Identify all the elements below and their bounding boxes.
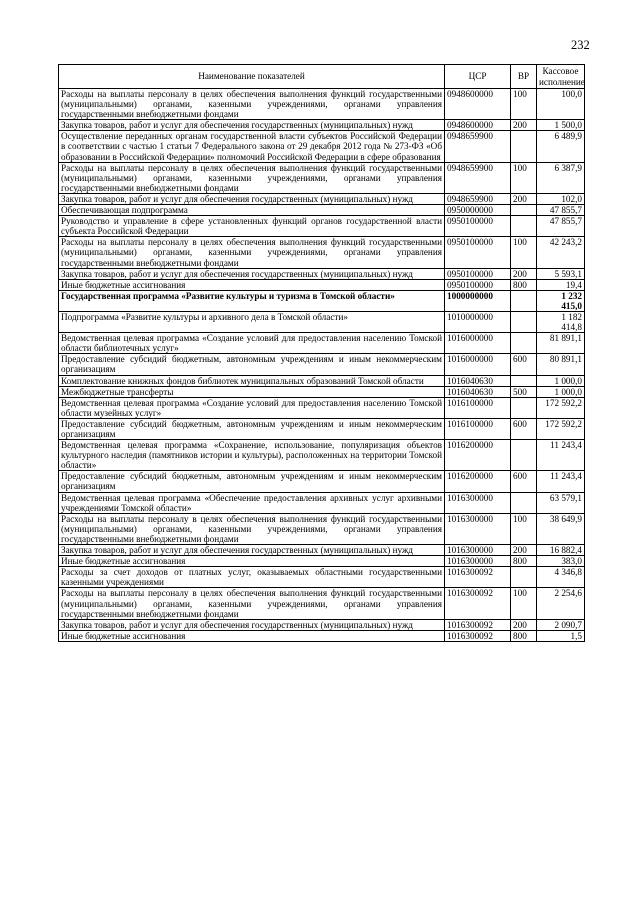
row-name-cell: Обеспечивающая подпрограмма	[59, 205, 445, 216]
row-amount-cell: 19,4	[537, 279, 585, 290]
row-vr-cell	[511, 131, 537, 162]
row-csr-cell: 1016300000	[445, 513, 511, 544]
header-vr: ВР	[511, 65, 537, 89]
row-vr-cell	[511, 397, 537, 418]
row-amount-cell: 38 649,9	[537, 513, 585, 544]
table-row	[59, 279, 585, 290]
table-row	[59, 131, 585, 162]
row-csr-cell: 1016040630	[445, 375, 511, 386]
row-name-cell: Комплектование книжных фондов библиотек муниципальных образований Томской области	[59, 375, 445, 386]
row-vr-cell: 100	[511, 89, 537, 120]
row-csr-cell: 1016200000	[445, 471, 511, 492]
row-name-cell: Закупка товаров, работ и услуг для обеспечения государственных (муниципальных) нужд	[59, 193, 445, 204]
row-csr-cell: 0950100000	[445, 268, 511, 279]
row-name-cell: Иные бюджетные ассигнования	[59, 556, 445, 567]
row-amount-cell: 2 254,6	[537, 588, 585, 619]
table-body	[59, 89, 585, 642]
row-csr-cell: 0948659900	[445, 131, 511, 162]
row-vr-cell: 100	[511, 237, 537, 268]
row-vr-cell	[511, 440, 537, 471]
row-csr-cell: 0948659900	[445, 193, 511, 204]
row-name-cell: Иные бюджетные ассигнования	[59, 630, 445, 641]
row-vr-cell: 800	[511, 556, 537, 567]
row-amount-cell: 1 500,0	[537, 120, 585, 131]
row-amount-cell: 42 243,2	[537, 237, 585, 268]
row-amount-cell: 6 387,9	[537, 162, 585, 193]
header-name: Наименование показателей	[59, 65, 445, 89]
row-csr-cell: 0948600000	[445, 120, 511, 131]
row-csr-cell: 1010000000	[445, 311, 511, 332]
row-vr-cell	[511, 205, 537, 216]
table-row	[59, 268, 585, 279]
row-vr-cell: 200	[511, 120, 537, 131]
row-vr-cell: 200	[511, 268, 537, 279]
row-name-cell: Ведомственная целевая программа «Создание условий для предоставления населению Томской области музейных услуг»	[59, 397, 445, 418]
row-vr-cell	[511, 290, 537, 311]
row-csr-cell: 1016040630	[445, 386, 511, 397]
row-vr-cell	[511, 375, 537, 386]
row-vr-cell: 200	[511, 193, 537, 204]
row-vr-cell: 600	[511, 471, 537, 492]
row-name-cell: Подпрограмма «Развитие культуры и архивного дела в Томской области»	[59, 311, 445, 332]
row-name-cell: Предоставление субсидий бюджетным, автономным учреждениям и иным некоммерческим организациям	[59, 471, 445, 492]
row-amount-cell: 1 000,0	[537, 386, 585, 397]
table-row	[59, 216, 585, 237]
table-row	[59, 120, 585, 131]
row-amount-cell: 1,5	[537, 630, 585, 641]
table-row	[59, 162, 585, 193]
row-vr-cell	[511, 333, 537, 354]
row-csr-cell: 1016000000	[445, 333, 511, 354]
row-vr-cell: 100	[511, 162, 537, 193]
row-name-cell: Закупка товаров, работ и услуг для обеспечения государственных (муниципальных) нужд	[59, 268, 445, 279]
row-amount-cell: 4 346,8	[537, 567, 585, 588]
row-name-cell: Закупка товаров, работ и услуг для обеспечения государственных (муниципальных) нужд	[59, 619, 445, 630]
row-name-cell: Закупка товаров, работ и услуг для обеспечения государственных (муниципальных) нужд	[59, 545, 445, 556]
row-vr-cell: 200	[511, 545, 537, 556]
row-name-cell: Расходы на выплаты персоналу в целях обеспечения выполнения функций государственными (муниципальными) органами, казенными учреждениями, органами управления государственными внебюджетными фондами	[59, 237, 445, 268]
row-amount-cell: 1 182 414,8	[537, 311, 585, 332]
row-vr-cell	[511, 492, 537, 513]
row-name-cell: Ведомственная целевая программа «Сохранение, использование, популяризация объектов культурного наследия (памятников истории и культуры), расположенных на территории Томской области»	[59, 440, 445, 471]
row-csr-cell: 1016100000	[445, 397, 511, 418]
row-vr-cell: 100	[511, 588, 537, 619]
row-csr-cell: 1016100000	[445, 418, 511, 439]
row-amount-cell: 172 592,2	[537, 418, 585, 439]
row-name-cell: Расходы на выплаты персоналу в целях обеспечения выполнения функций государственными (муниципальными) органами, казенными учреждениями, органами управления государственными внебюджетными фондами	[59, 588, 445, 619]
budget-table	[58, 64, 585, 642]
row-csr-cell: 1000000000	[445, 290, 511, 311]
row-csr-cell: 1016300000	[445, 492, 511, 513]
row-csr-cell: 0948659900	[445, 162, 511, 193]
row-name-cell: Расходы на выплаты персоналу в целях обеспечения выполнения функций государственными (муниципальными) органами, казенными учреждениями, органами управления государственными внебюджетными фондами	[59, 162, 445, 193]
row-vr-cell	[511, 216, 537, 237]
table-row	[59, 311, 585, 332]
row-csr-cell: 1016200000	[445, 440, 511, 471]
row-csr-cell: 0948600000	[445, 89, 511, 120]
row-csr-cell: 1016300000	[445, 545, 511, 556]
row-vr-cell: 500	[511, 386, 537, 397]
table-row	[59, 205, 585, 216]
row-amount-cell: 11 243,4	[537, 440, 585, 471]
table-row	[59, 588, 585, 619]
row-vr-cell: 600	[511, 354, 537, 375]
row-amount-cell: 47 855,7	[537, 205, 585, 216]
row-amount-cell: 63 579,1	[537, 492, 585, 513]
row-amount-cell: 102,0	[537, 193, 585, 204]
table-row	[59, 237, 585, 268]
table-row	[59, 619, 585, 630]
table-row	[59, 545, 585, 556]
table-row	[59, 333, 585, 354]
row-name-cell: Межбюджетные трансферты	[59, 386, 445, 397]
row-csr-cell: 0950000000	[445, 205, 511, 216]
row-name-cell: Закупка товаров, работ и услуг для обеспечения государственных (муниципальных) нужд	[59, 120, 445, 131]
row-name-cell: Ведомственная целевая программа «Обеспечение предоставления архивных услуг архивными учреждениями Томской области»	[59, 492, 445, 513]
row-vr-cell	[511, 567, 537, 588]
row-vr-cell: 100	[511, 513, 537, 544]
table-row	[59, 290, 585, 311]
table-row	[59, 492, 585, 513]
row-name-cell: Расходы на выплаты персоналу в целях обеспечения выполнения функций государственными (муниципальными) органами, казенными учреждениями, органами управления государственными внебюджетными фондами	[59, 89, 445, 120]
row-amount-cell: 6 489,9	[537, 131, 585, 162]
row-amount-cell: 2 090,7	[537, 619, 585, 630]
table-row	[59, 418, 585, 439]
row-vr-cell	[511, 311, 537, 332]
row-vr-cell: 800	[511, 630, 537, 641]
row-name-cell: Ведомственная целевая программа «Создание условий для предоставления населению Томской области библиотечных услуг»	[59, 333, 445, 354]
row-amount-cell: 5 593,1	[537, 268, 585, 279]
table-row	[59, 630, 585, 641]
row-csr-cell: 1016300092	[445, 619, 511, 630]
table-row	[59, 354, 585, 375]
table-row	[59, 440, 585, 471]
header-amount: Кассовое исполнение	[537, 65, 585, 89]
row-name-cell: Предоставление субсидий бюджетным, автономным учреждениям и иным некоммерческим организациям	[59, 354, 445, 375]
table-row	[59, 513, 585, 544]
table-header-row	[59, 65, 585, 89]
row-csr-cell: 0950100000	[445, 237, 511, 268]
row-name-cell: Руководство и управление в сфере установленных функций органов государственной власти субъекта Российской Федерации	[59, 216, 445, 237]
row-amount-cell: 1 232 415,0	[537, 290, 585, 311]
row-amount-cell: 383,0	[537, 556, 585, 567]
table-row	[59, 386, 585, 397]
row-name-cell: Предоставление субсидий бюджетным, автономным учреждениям и иным некоммерческим организациям	[59, 418, 445, 439]
row-name-cell: Осуществление переданных органам государственной власти субъектов Российской Федерации в соответствии с частью 1 статьи 7 Федерального закона от 29 декабря 2012 года № 273-ФЗ «Об образовании в Российской Федерации» полномочий Российской Федерации в сфере образования	[59, 131, 445, 162]
row-name-cell: Иные бюджетные ассигнования	[59, 279, 445, 290]
row-vr-cell: 600	[511, 418, 537, 439]
row-amount-cell: 1 000,0	[537, 375, 585, 386]
row-vr-cell: 800	[511, 279, 537, 290]
row-csr-cell: 1016300092	[445, 588, 511, 619]
table-row	[59, 397, 585, 418]
row-amount-cell: 100,0	[537, 89, 585, 120]
table-row	[59, 556, 585, 567]
page-number: 232	[571, 38, 590, 52]
table-row	[59, 567, 585, 588]
row-name-cell: Расходы на выплаты персоналу в целях обеспечения выполнения функций государственными (муниципальными) органами, казенными учреждениями, органами управления государственными внебюджетными фондами	[59, 513, 445, 544]
row-amount-cell: 81 891,1	[537, 333, 585, 354]
row-name-cell: Расходы за счет доходов от платных услуг, оказываемых областными государственными казенными учреждениями	[59, 567, 445, 588]
row-vr-cell: 200	[511, 619, 537, 630]
row-amount-cell: 11 243,4	[537, 471, 585, 492]
table-row	[59, 375, 585, 386]
row-amount-cell: 47 855,7	[537, 216, 585, 237]
row-csr-cell: 1016000000	[445, 354, 511, 375]
table-row	[59, 471, 585, 492]
table-row	[59, 89, 585, 120]
row-amount-cell: 80 891,1	[537, 354, 585, 375]
row-csr-cell: 1016300000	[445, 556, 511, 567]
row-amount-cell: 16 882,4	[537, 545, 585, 556]
row-csr-cell: 1016300092	[445, 567, 511, 588]
table-row	[59, 193, 585, 204]
row-amount-cell: 172 592,2	[537, 397, 585, 418]
header-csr: ЦСР	[445, 65, 511, 89]
row-csr-cell: 0950100000	[445, 216, 511, 237]
row-csr-cell: 1016300092	[445, 630, 511, 641]
row-csr-cell: 0950100000	[445, 279, 511, 290]
row-name-cell: Государственная программа «Развитие культуры и туризма в Томской области»	[59, 290, 445, 311]
